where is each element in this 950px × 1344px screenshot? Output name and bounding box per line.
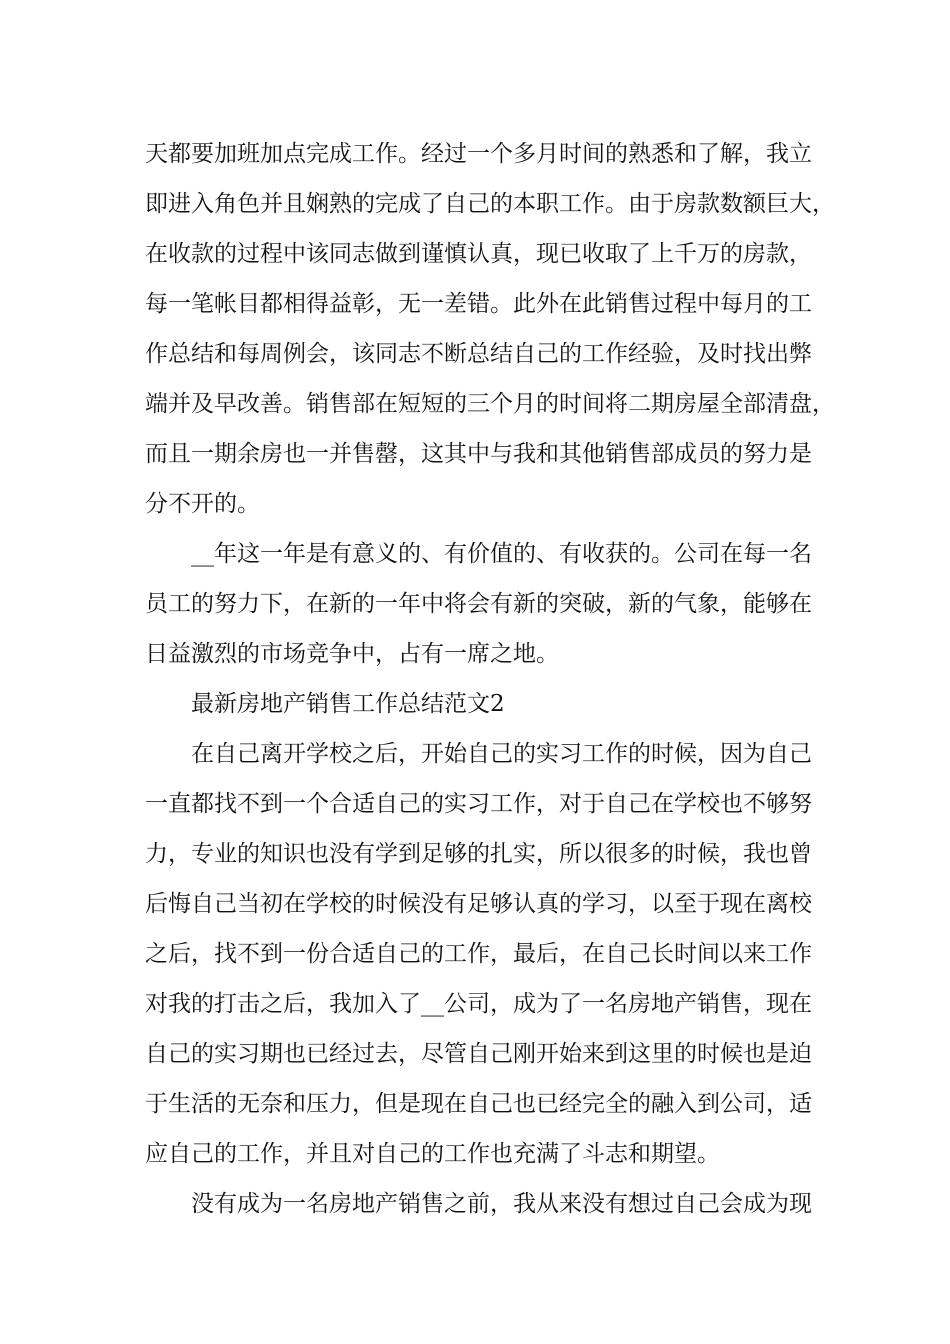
text-line: 在自己离开学校之后，开始自己的实习工作的时候，因为自己 (191, 741, 812, 767)
text-line: 没有成为一名房地产销售之前，我从来没有想过自己会成为现 (191, 1191, 812, 1217)
text-line: 分不开的。 (145, 491, 260, 517)
section-heading: 最新房地产销售工作总结范文2 (191, 691, 505, 717)
text-line: 应自己的工作，并且对自己的工作也充满了斗志和期望。 (145, 1141, 720, 1167)
text-line: 自己的实习期也已经过去，尽管自己刚开始来到这里的时候也是迫 (145, 1041, 812, 1067)
text-line: 员工的努力下，在新的一年中将会有新的突破，新的气象，能够在 (145, 591, 812, 617)
text-line: 在收款的过程中该同志做到谨慎认真，现已收取了上千万的房款， (145, 241, 812, 267)
text-line: __年这一年是有意义的、有价值的、有收获的。公司在每一名 (191, 541, 812, 567)
text-line: 即进入角色并且娴熟的完成了自己的本职工作。由于房款数额巨大， (145, 191, 835, 217)
text-line: 而且一期余房也一并售罄，这其中与我和其他销售部成员的努力是 (145, 441, 812, 467)
text-line: 于生活的无奈和压力，但是现在自己也已经完全的融入到公司，适 (145, 1091, 812, 1117)
text-line: 之后，找不到一份合适自己的工作，最后，在自己长时间以来工作 (145, 941, 812, 967)
text-line: 后悔自己当初在学校的时候没有足够认真的学习，以至于现在离校 (145, 891, 812, 917)
text-line: 每一笔帐目都相得益彰，无一差错。此外在此销售过程中每月的工 (145, 291, 812, 317)
text-line: 端并及早改善。销售部在短短的三个月的时间将二期房屋全部清盘， (145, 391, 835, 417)
text-line: 日益激烈的市场竞争中，占有一席之地。 (145, 641, 559, 667)
text-line: 作总结和每周例会，该同志不断总结自己的工作经验，及时找出弊 (145, 341, 812, 367)
text-line: 对我的打击之后，我加入了__公司，成为了一名房地产销售，现在 (145, 991, 812, 1017)
text-line: 天都要加班加点完成工作。经过一个多月时间的熟悉和了解，我立 (145, 141, 812, 167)
text-line: 一直都找不到一个合适自己的实习工作，对于自己在学校也不够努 (145, 791, 812, 817)
text-line: 力，专业的知识也没有学到足够的扎实，所以很多的时候，我也曾 (145, 841, 812, 867)
